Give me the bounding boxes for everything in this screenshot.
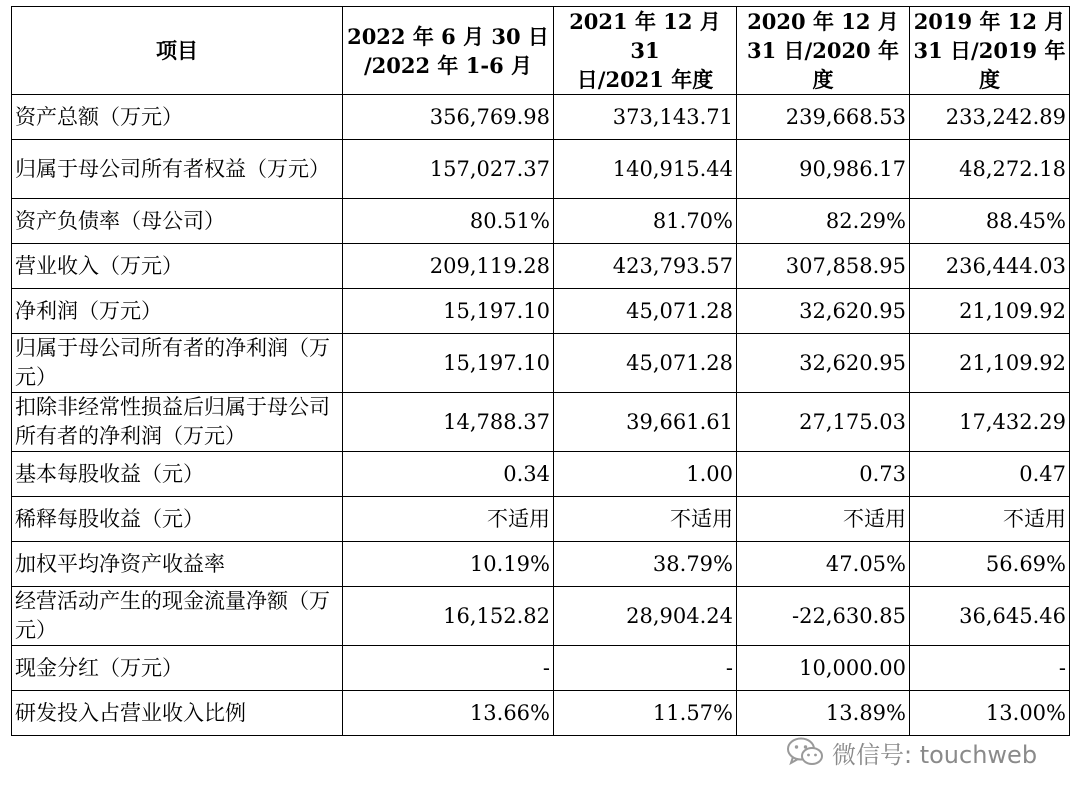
value-cell: 82.29% (737, 199, 910, 244)
row-label: 稀释每股收益（元） (12, 497, 343, 542)
financial-summary-table (11, 6, 1070, 736)
header-line-1: 2020 年 12 月 (747, 9, 899, 34)
value-cell: 88.45% (910, 199, 1070, 244)
value-cell: 10,000.00 (737, 646, 910, 691)
value-cell: 不适用 (737, 497, 910, 542)
header-line-2: 31 日/2019 年度 (913, 38, 1066, 92)
table-row (12, 199, 1070, 244)
header-line-1: 2019 年 12 月 (913, 9, 1066, 34)
value-cell: - (910, 646, 1070, 691)
value-cell: 45,071.28 (554, 289, 737, 334)
value-cell: 15,197.10 (343, 334, 554, 393)
value-cell: 1.00 (554, 452, 737, 497)
value-cell: 140,915.44 (554, 140, 737, 199)
header-cell-2019 (910, 7, 1070, 95)
row-label: 扣除非经常性损益后归属于母公司所有者的净利润（万元） (12, 393, 343, 452)
table-row (12, 95, 1070, 140)
row-label: 研发投入占营业收入比例 (12, 691, 343, 736)
value-cell: 21,109.92 (910, 289, 1070, 334)
table-row (12, 587, 1070, 646)
value-cell: 0.73 (737, 452, 910, 497)
value-cell: 373,143.71 (554, 95, 737, 140)
value-cell: 47.05% (737, 542, 910, 587)
table-row (12, 334, 1070, 393)
value-cell: 90,986.17 (737, 140, 910, 199)
value-cell: 0.34 (343, 452, 554, 497)
value-cell: 28,904.24 (554, 587, 737, 646)
header-line-1: 2021 年 12 月 31 (569, 9, 721, 63)
value-cell: 45,071.28 (554, 334, 737, 393)
row-label: 资产总额（万元） (12, 95, 343, 140)
row-label: 归属于母公司所有者权益（万元） (12, 140, 343, 199)
value-cell: 0.47 (910, 452, 1070, 497)
table-header (12, 7, 1070, 95)
header-line-2: /2022 年 1-6 月 (364, 52, 532, 78)
value-cell: 356,769.98 (343, 95, 554, 140)
value-cell: 32,620.95 (737, 334, 910, 393)
row-label: 归属于母公司所有者的净利润（万元） (12, 334, 343, 393)
table-body (12, 95, 1070, 736)
value-cell: 423,793.57 (554, 244, 737, 289)
row-label: 现金分红（万元） (12, 646, 343, 691)
table-row (12, 497, 1070, 542)
table-row (12, 393, 1070, 452)
value-cell: 157,027.37 (343, 140, 554, 199)
header-line-1: 项目 (156, 38, 198, 63)
value-cell: 80.51% (343, 199, 554, 244)
table-row (12, 542, 1070, 587)
value-cell: 239,668.53 (737, 95, 910, 140)
watermark-text: 微信号: touchweb (832, 740, 1038, 769)
wechat-watermark (786, 734, 1037, 770)
row-label: 经营活动产生的现金流量净额（万元） (12, 587, 343, 646)
value-cell: 81.70% (554, 199, 737, 244)
value-cell: 27,175.03 (737, 393, 910, 452)
value-cell: 233,242.89 (910, 95, 1070, 140)
value-cell: 17,432.29 (910, 393, 1070, 452)
value-cell: 21,109.92 (910, 334, 1070, 393)
value-cell: 不适用 (343, 497, 554, 542)
row-label: 营业收入（万元） (12, 244, 343, 289)
header-cell-2022h1 (343, 7, 554, 95)
value-cell: 38.79% (554, 542, 737, 587)
row-label: 加权平均净资产收益率 (12, 542, 343, 587)
value-cell: 11.57% (554, 691, 737, 736)
row-label: 净利润（万元） (12, 289, 343, 334)
value-cell: 307,858.95 (737, 244, 910, 289)
value-cell: 39,661.61 (554, 393, 737, 452)
table-row (12, 452, 1070, 497)
wechat-icon (786, 736, 824, 768)
table-row (12, 140, 1070, 199)
table-row (12, 289, 1070, 334)
value-cell: 56.69% (910, 542, 1070, 587)
value-cell: 48,272.18 (910, 140, 1070, 199)
value-cell: - (343, 646, 554, 691)
value-cell: 13.89% (737, 691, 910, 736)
value-cell: 10.19% (343, 542, 554, 587)
header-cell-item (12, 7, 343, 95)
row-label: 基本每股收益（元） (12, 452, 343, 497)
header-cell-2020 (737, 7, 910, 95)
value-cell: 32,620.95 (737, 289, 910, 334)
value-cell: 16,152.82 (343, 587, 554, 646)
header-cell-2021 (554, 7, 737, 95)
header-row (12, 7, 1070, 95)
header-line-2: 日/2021 年度 (576, 67, 714, 92)
value-cell: 不适用 (554, 497, 737, 542)
header-line-1: 2022 年 6 月 30 日 (347, 23, 549, 49)
value-cell: 15,197.10 (343, 289, 554, 334)
value-cell: 13.66% (343, 691, 554, 736)
value-cell: 13.00% (910, 691, 1070, 736)
table-row (12, 691, 1070, 736)
value-cell: 14,788.37 (343, 393, 554, 452)
value-cell: - (554, 646, 737, 691)
value-cell: 36,645.46 (910, 587, 1070, 646)
header-line-2: 31 日/2020 年度 (747, 38, 899, 92)
value-cell: 209,119.28 (343, 244, 554, 289)
table-row (12, 244, 1070, 289)
row-label: 资产负债率（母公司） (12, 199, 343, 244)
value-cell: 不适用 (910, 497, 1070, 542)
value-cell: -22,630.85 (737, 587, 910, 646)
table-row (12, 646, 1070, 691)
value-cell: 236,444.03 (910, 244, 1070, 289)
